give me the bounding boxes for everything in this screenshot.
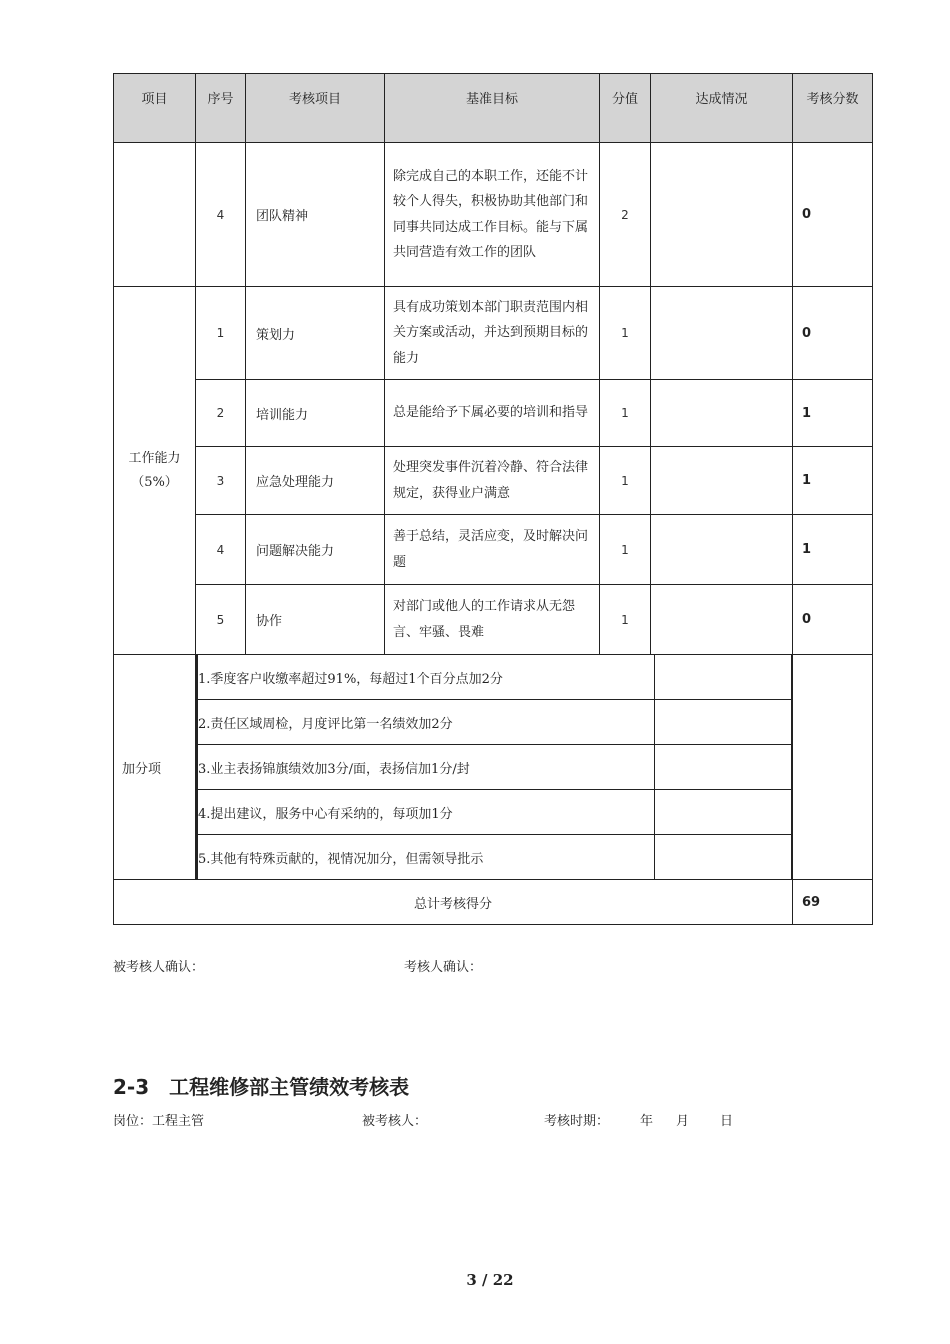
header-row (114, 74, 873, 143)
bonus-item: 2.责任区域周检，月度评比第一名绩效加2分 (197, 700, 654, 745)
row-goal: 具有成功策划本部门职责范围内相关方案或活动，并达到预期目标的能力 (385, 287, 600, 380)
row-score: 1 (793, 380, 873, 447)
row-item: 培训能力 (246, 380, 385, 447)
examinee-label: 被考核人： (362, 1114, 428, 1129)
table-row (114, 143, 873, 287)
period-month: 月 (676, 1114, 690, 1129)
row-no: 4 (196, 515, 246, 585)
row-achievement[interactable] (651, 447, 793, 515)
examinee-confirm: 被考核人确认： (113, 960, 205, 975)
row-item: 问题解决能力 (246, 515, 385, 585)
row-score: 1 (793, 447, 873, 515)
page-number: 3 / 22 (466, 1271, 514, 1289)
row-score: 0 (793, 585, 873, 655)
table-row (114, 380, 873, 447)
category-cell (114, 143, 196, 287)
section-heading: 2-3 工程维修部主管绩效考核表 (113, 1075, 410, 1099)
row-points: 1 (600, 585, 651, 655)
bonus-value[interactable] (654, 790, 792, 835)
row-no: 1 (196, 287, 246, 380)
header-achievement: 达成情况 (651, 74, 793, 143)
row-achievement[interactable] (651, 585, 793, 655)
table-row (114, 585, 873, 655)
table-row (114, 447, 873, 515)
total-label: 总计考核得分 (114, 880, 793, 925)
row-item: 应急处理能力 (246, 447, 385, 515)
row-achievement[interactable] (651, 380, 793, 447)
row-no: 3 (196, 447, 246, 515)
row-achievement[interactable] (651, 287, 793, 380)
assessment-table (113, 73, 873, 925)
row-no: 2 (196, 380, 246, 447)
row-goal: 善于总结，灵活应变，及时解决问题 (385, 515, 600, 585)
position-label: 岗位：工程主管 (113, 1114, 205, 1129)
bonus-value[interactable] (654, 655, 792, 700)
row-achievement[interactable] (651, 515, 793, 585)
bonus-item: 1.季度客户收缴率超过91%，每超过1个百分点加2分 (197, 655, 654, 700)
bonus-item: 4.提出建议，服务中心有采纳的，每项加1分 (197, 790, 654, 835)
row-goal: 除完成自己的本职工作，还能不计较个人得失，积极协助其他部门和同事共同达成工作目标。能与下属共同营造有效工作的团队 (385, 143, 600, 287)
examiner-confirm: 考核人确认： (404, 960, 483, 975)
row-points: 1 (600, 447, 651, 515)
row-points: 1 (600, 380, 651, 447)
row-points: 1 (600, 287, 651, 380)
header-score: 考核分数 (793, 74, 873, 143)
bonus-item: 3.业主表扬锦旗绩效加3分/面，表扬信加1分/封 (197, 745, 654, 790)
bonus-category: 加分项 (114, 655, 196, 880)
period-day: 日 (720, 1114, 734, 1129)
bonus-score[interactable] (793, 655, 873, 880)
header-no: 序号 (196, 74, 246, 143)
header-item: 考核项目 (246, 74, 385, 143)
row-item: 协作 (246, 585, 385, 655)
header-goal: 基准目标 (385, 74, 600, 143)
header-category: 项目 (114, 74, 196, 143)
table-row (114, 287, 873, 380)
row-no: 5 (196, 585, 246, 655)
row-no: 4 (196, 143, 246, 287)
row-goal: 总是能给予下属必要的培训和指导 (385, 380, 600, 447)
total-score: 69 (793, 880, 873, 925)
row-score: 0 (793, 287, 873, 380)
row-points: 1 (600, 515, 651, 585)
bonus-value[interactable] (654, 745, 792, 790)
period-label: 考核时期： (544, 1114, 610, 1129)
table-row (114, 515, 873, 585)
row-points: 2 (600, 143, 651, 287)
row-score: 1 (793, 515, 873, 585)
row-goal: 处理突发事件沉着冷静、符合法律规定，获得业户满意 (385, 447, 600, 515)
row-item: 团队精神 (246, 143, 385, 287)
period-year: 年 (640, 1114, 654, 1129)
bonus-items (196, 655, 793, 880)
row-achievement[interactable] (651, 143, 793, 287)
row-score: 0 (793, 143, 873, 287)
bonus-value[interactable] (654, 700, 792, 745)
ability-category: 工作能力（5%） (114, 287, 196, 655)
total-row (114, 880, 873, 925)
bonus-row (114, 655, 873, 880)
bonus-value[interactable] (654, 835, 792, 880)
header-points: 分值 (600, 74, 651, 143)
row-item: 策划力 (246, 287, 385, 380)
bonus-item: 5.其他有特殊贡献的，视情况加分，但需领导批示 (197, 835, 654, 880)
row-goal: 对部门或他人的工作请求从无怨言、牢骚、畏难 (385, 585, 600, 655)
